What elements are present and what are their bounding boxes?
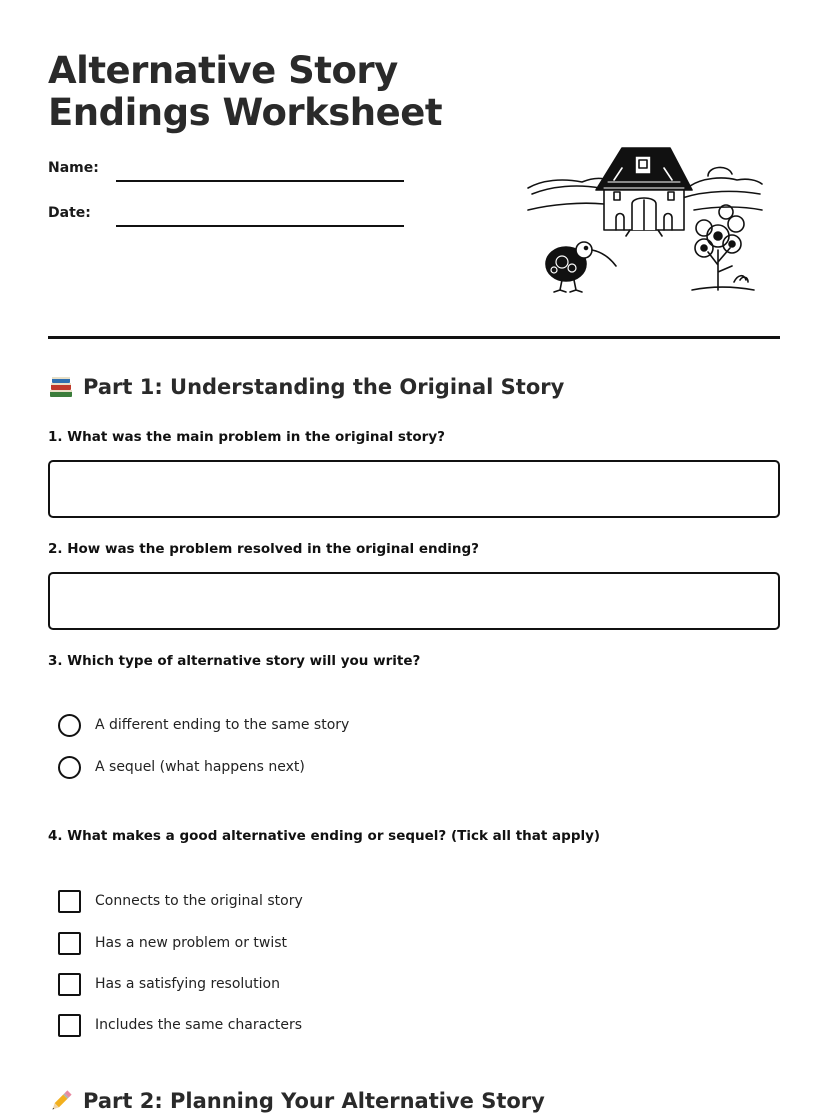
checkbox-option-label: Includes the same characters xyxy=(95,1017,303,1033)
books-emoji-icon xyxy=(48,374,74,400)
question-2: 2. How was the problem resolved in the original ending? xyxy=(48,541,480,557)
question-4: 4. What makes a good alternative ending or sequel? (Tick all that apply) xyxy=(48,828,601,844)
part1-heading-text: Part 1: Understanding the Original Story xyxy=(83,375,565,399)
checkbox[interactable] xyxy=(58,973,81,996)
checkbox[interactable] xyxy=(58,1014,81,1037)
question-1-answer-box[interactable] xyxy=(48,460,780,518)
section-divider xyxy=(48,336,780,339)
name-field[interactable] xyxy=(116,180,404,182)
part1-heading xyxy=(48,374,564,400)
name-field-row xyxy=(48,160,408,190)
checkbox-option-label: Has a satisfying resolution xyxy=(95,976,280,992)
radio-option-label: A different ending to the same story xyxy=(95,717,350,733)
checkbox-option-same-characters[interactable] xyxy=(58,1013,303,1037)
checkbox-option-new-problem[interactable] xyxy=(58,931,288,955)
checkbox-option-label: Has a new problem or twist xyxy=(95,935,288,951)
question-1: 1. What was the main problem in the original story? xyxy=(48,429,445,445)
part2-heading xyxy=(48,1088,545,1114)
checkbox-option-resolution[interactable] xyxy=(58,972,280,996)
radio-option-different-ending[interactable] xyxy=(58,713,350,737)
date-label: Date: xyxy=(48,205,91,221)
date-field[interactable] xyxy=(116,225,404,227)
question-2-answer-box[interactable] xyxy=(48,572,780,630)
title-line-2: Endings Worksheet xyxy=(48,91,443,134)
question-3: 3. Which type of alternative story will you write? xyxy=(48,653,421,669)
pencil-emoji-icon xyxy=(48,1088,74,1114)
page-title xyxy=(48,50,468,134)
radio-button[interactable] xyxy=(58,714,81,737)
radio-button[interactable] xyxy=(58,756,81,779)
radio-option-label: A sequel (what happens next) xyxy=(95,759,305,775)
title-line-1: Alternative Story xyxy=(48,49,398,92)
checkbox[interactable] xyxy=(58,890,81,913)
name-label: Name: xyxy=(48,160,99,176)
checkbox-option-connects[interactable] xyxy=(58,889,303,913)
part2-heading-text: Part 2: Planning Your Alternative Story xyxy=(83,1089,545,1113)
radio-option-sequel[interactable] xyxy=(58,755,305,779)
date-field-row xyxy=(48,205,408,235)
checkbox-option-label: Connects to the original story xyxy=(95,893,303,909)
house-kiwi-landscape-illustration xyxy=(522,140,770,300)
checkbox[interactable] xyxy=(58,932,81,955)
